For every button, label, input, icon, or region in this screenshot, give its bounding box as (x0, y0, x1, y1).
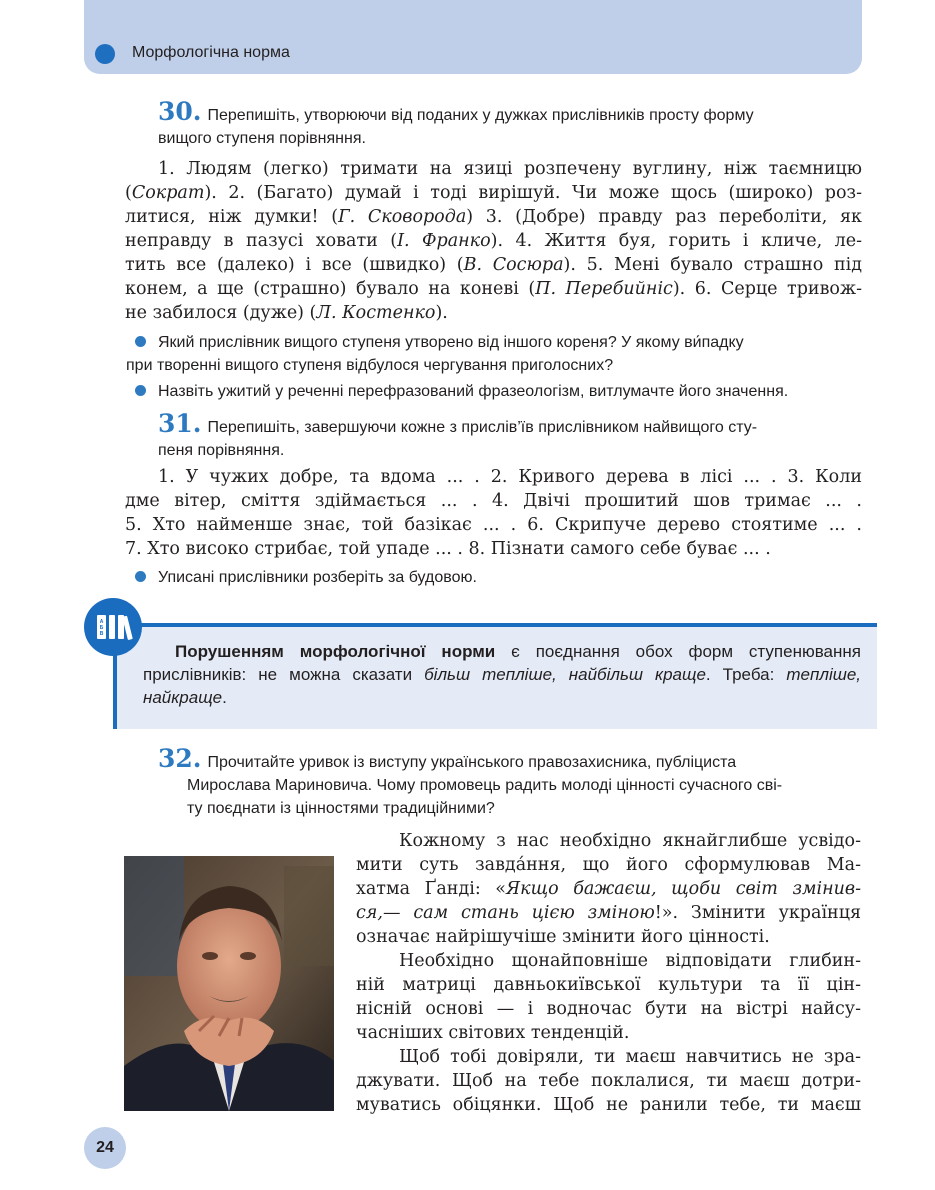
text-line: муватись обіцянки. Щоб не ранили тебе, ти маєш (356, 1095, 861, 1115)
text-line: 1. Людям (легко) тримати на язиці розпечену вуглину, ніж таємницю (158, 159, 862, 179)
books-abc-icon (84, 598, 142, 656)
text-line: Кожному з нас необхідно якнайглибше усвідо- (399, 831, 861, 851)
header-band (84, 0, 862, 74)
question-bullet: Назвіть ужитий у реченні перефразований фразеологізм, витлумачте його значення. (126, 380, 862, 403)
text-line: означає найрішучіше змінити його цінності. (356, 927, 770, 947)
bullet-dot-icon (135, 571, 146, 582)
exercise-32-number: 32. (158, 744, 202, 773)
text-line: литися, ніж думки! (Г. Сковорода) 3. (Добре) правду раз переболіти, як (125, 207, 862, 227)
text-line: 1. У чужих добре, та вдома ... . 2. Кривого дерева в лісі ... . 3. Коли (158, 467, 862, 487)
exercise-31-task: 31. Перепишіть, завершуючи кожне з прислів’їв прислівником найвищого сту- пеня порівняння. (158, 409, 758, 459)
text-line: ся,— сам стань цією зміною!». Змінити українця (356, 903, 862, 923)
exercise-32-text (356, 829, 861, 1117)
text-line: Необхідно щонайповніше відповідати глибин- (399, 951, 861, 971)
portrait-photo (124, 856, 334, 1111)
svg-text:Б: Б (99, 625, 104, 631)
question-bullet: Який прислівник вищого ступеня утворено від іншого кореня? У якому ви́падку при творенні вищого ступеня відбулося чергування приголосних? (126, 334, 744, 374)
text-line: дме вітер, сміття здіймається ... . 4. Двічі прошитий шов тримає ... . (125, 491, 862, 511)
section-title: Морфологічна норма (132, 44, 290, 61)
text-line: не забилося (дуже) (Л. Костенко). (125, 303, 448, 323)
exercise-32-task: 32. Прочитайте уривок із виступу українського правозахисника, публіциста Мирослава Мариновича. Чому промовець радить молоді цінності сучасного сві- ту поєднати із цінностями традиційними? (158, 744, 783, 817)
bullet-dot-icon (135, 336, 146, 347)
text-line: джувати. Щоб на тебе поклалися, ти маєш дотри- (356, 1071, 861, 1091)
text-line: конем, а ще (страшно) бувало на коневі (П. Перебийніс). 6. Серце тривож- (125, 279, 862, 299)
text-line: Щоб тобі довіряли, ти маєш навчитись не зра- (399, 1047, 861, 1067)
page-number: 24 (84, 1127, 126, 1169)
exercise-30-task: 30. Перепишіть, утворюючи від поданих у дужках прислівників просту форму вищого ступеня порівняння. (158, 97, 754, 147)
text-line: ній матриці давньокиївської культури та її цін- (356, 975, 861, 995)
text-line: 5. Хто найменше знає, той базікає ... . 6. Скрипуче дерево стоятиме ... . (125, 515, 862, 535)
section-dot-icon (95, 44, 115, 64)
text-line: часніших світових тенденцій. (356, 1023, 630, 1043)
text-line: нісній основі — і водночас бути на вістрі найсу- (356, 999, 861, 1019)
exercise-30-text (125, 157, 862, 325)
text-line: (Сократ). 2. (Багато) думай і тоді вирішуй. Чи може щось (широко) роз- (125, 183, 862, 203)
rule-text: Порушенням морфологічної норми є поєднання обох форм ступенювання прислівників: не можна сказати більш тепліше, найбільш краще. Треба: тепліше, найкраще. (143, 642, 862, 707)
text-line: мити суть завда́ння, що його сформулював Ма- (356, 855, 861, 875)
exercise-31-number: 31. (158, 409, 202, 438)
text-line: тить все (далеко) і все (швидко) (В. Сосюра). 5. Мені бувало страшно під (125, 255, 862, 275)
svg-text:В: В (99, 631, 104, 637)
svg-text:А: А (99, 619, 104, 625)
bullet-dot-icon (135, 385, 146, 396)
question-bullet: Уписані прислівники розберіть за будовою. (126, 566, 862, 589)
text-line: хатма Ґанді: «Якщо бажаєш, щоби світ змінив- (356, 879, 861, 899)
text-line: 7. Хто високо стрибає, той упаде ... . 8. Пізнати самого себе буває ... . (125, 539, 771, 559)
text-line: неправду в пазусі ховати (І. Франко). 4. Життя буя, горить і кличе, ле- (125, 231, 862, 251)
exercise-30-number: 30. (158, 97, 202, 126)
exercise-31-text (125, 465, 862, 561)
